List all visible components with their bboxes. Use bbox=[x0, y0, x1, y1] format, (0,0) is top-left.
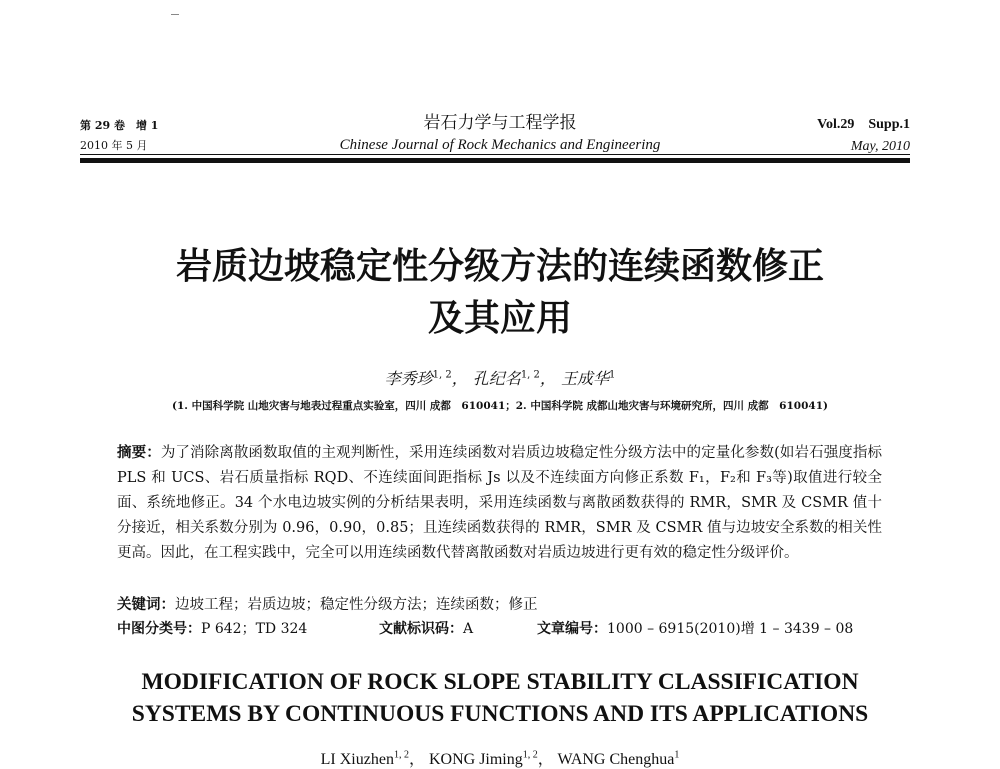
author-sep: ， bbox=[408, 751, 425, 768]
doc-code-value: A bbox=[463, 621, 474, 637]
author-sep: ， bbox=[537, 751, 554, 768]
author-name: 王成华 bbox=[561, 369, 610, 388]
author-affil-sup: 1, 2 bbox=[520, 369, 540, 381]
authors-en bbox=[0, 746, 1000, 769]
article-no-label: 文章编号： bbox=[537, 621, 607, 637]
author-name: 李秀珍 bbox=[384, 369, 433, 388]
header-left bbox=[80, 116, 158, 156]
author-affil-sup: 1 bbox=[674, 749, 680, 761]
journal-name-en: Chinese Journal of Rock Mechanics and Engineering bbox=[339, 137, 661, 153]
keywords-text: 边坡工程；岩质边坡；稳定性分级方法；连续函数；修正 bbox=[175, 597, 538, 613]
author-affil-sup: 1, 2 bbox=[432, 369, 452, 381]
clc-value: P 642；TD 324 bbox=[201, 621, 308, 637]
author-name-en: KONG Jiming bbox=[428, 751, 523, 768]
title-cn-line2: 及其应用 bbox=[427, 298, 572, 339]
journal-header bbox=[280, 112, 720, 156]
author-name-en: LI Xiuzhen bbox=[320, 751, 394, 768]
affiliations: (1. 中国科学院 山地灾害与地表过程重点实验室，四川 成都 610041；2. 中国科学院 成都山地灾害与环境研究所，四川 成都 610041) bbox=[172, 400, 828, 412]
author-affil-sup: 1, 2 bbox=[393, 749, 409, 761]
title-en-line1: MODIFICATION OF ROCK SLOPE STABILITY CLASSIFICATION bbox=[141, 669, 859, 695]
header-rule-thin bbox=[80, 154, 910, 155]
authors-cn bbox=[0, 366, 1000, 389]
scan-mark bbox=[171, 14, 179, 15]
abstract-text: 为了消除离散函数取值的主观判断性，采用连续函数对岩质边坡稳定性分级方法中的定量化参数(如岩石强度指标 PLS 和 UCS、岩石质量指标 RQD、不连续面间距指标 Js 以及不连续面方向修正系数 F₁，F₂和 F₃等)取值进行较全面、系统地修正。34 个水电边坡实例的分析结果表明，采用连续函数与离散函数获得的 RMR，SMR 及 CSMR 值十分接近，相关系数分别为 0.96，0.90，0.85；且连续函数获得的 RMR，SMR 及 CSMR 值与边坡安全系数的相关性更高。因此，在工程实践中，完全可以用连续函数代替离散函数对岩质边坡进行更有效的稳定性分级评价。 bbox=[117, 445, 883, 561]
journal-name-cn: 岩石力学与工程学报 bbox=[423, 113, 577, 133]
author-sep: ， bbox=[539, 369, 556, 388]
date-cn: 2010 年 5 月 bbox=[80, 139, 148, 152]
header-rule-thick bbox=[80, 158, 910, 163]
author-sep: ， bbox=[451, 369, 468, 388]
volume-cn: 第 29 卷 增 1 bbox=[80, 119, 159, 132]
keywords-label: 关键词： bbox=[117, 596, 175, 613]
abstract bbox=[117, 440, 882, 566]
clc-label: 中图分类号： bbox=[117, 621, 201, 637]
header-right bbox=[817, 114, 910, 158]
author-affil-sup: 1 bbox=[609, 369, 616, 381]
abstract-label: 摘要： bbox=[117, 444, 161, 461]
author-affil-sup: 1, 2 bbox=[522, 749, 538, 761]
article-no-value: 1000 – 6915(2010)增 1 – 3439 – 08 bbox=[607, 621, 854, 637]
doc-code-label: 文献标识码： bbox=[379, 621, 463, 637]
title-cn-line1: 岩质边坡稳定性分级方法的连续函数修正 bbox=[175, 246, 824, 287]
date-en: May, 2010 bbox=[850, 139, 910, 154]
keywords bbox=[117, 594, 882, 616]
author-name-en: WANG Chenghua bbox=[557, 751, 675, 768]
volume-en: Vol.29 Supp.1 bbox=[817, 117, 910, 132]
title-en-line2: SYSTEMS BY CONTINUOUS FUNCTIONS AND ITS APPLICATIONS bbox=[131, 701, 869, 727]
classification-line bbox=[117, 618, 917, 640]
author-name: 孔纪名 bbox=[472, 369, 521, 388]
